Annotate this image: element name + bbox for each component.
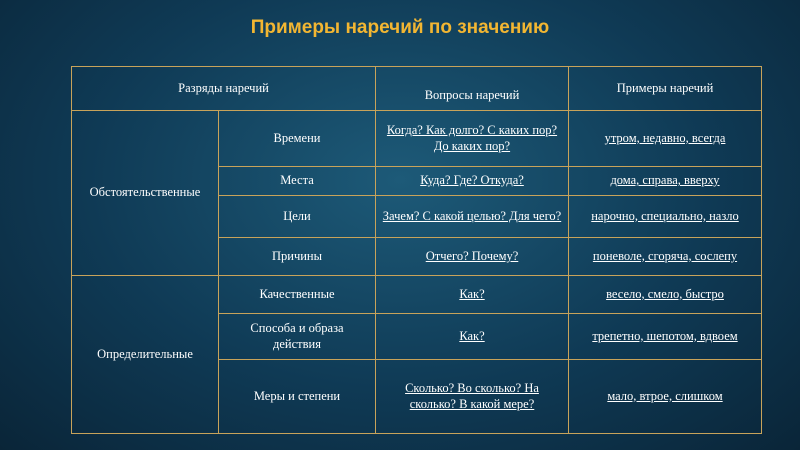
adverb-type: Качественные <box>219 276 376 314</box>
adverb-questions: Зачем? С какой целью? Для чего? <box>376 196 569 238</box>
adverb-type: Меры и степени <box>219 360 376 434</box>
adverbs-table <box>71 66 762 434</box>
adverb-examples: трепетно, шепотом, вдвоем <box>569 314 762 360</box>
adverb-examples: нарочно, специально, назло <box>569 196 762 238</box>
adverb-questions: Сколько? Во сколько? На сколько? В какой мере? <box>376 360 569 434</box>
table-header-row <box>72 67 762 111</box>
adverb-examples: весело, смело, быстро <box>569 276 762 314</box>
header-examples: Примеры наречий <box>569 67 762 111</box>
adverb-examples: дома, справа, вверху <box>569 167 762 196</box>
adverb-questions: Куда? Где? Откуда? <box>376 167 569 196</box>
adverb-type: Цели <box>219 196 376 238</box>
adverb-questions: Как? <box>376 276 569 314</box>
page-title: Примеры наречий по значению <box>250 17 550 38</box>
table-row <box>72 276 762 314</box>
adverb-examples: утром, недавно, всегда <box>569 111 762 167</box>
adverb-type: Причины <box>219 238 376 276</box>
adverb-examples: мало, втрое, слишком <box>569 360 762 434</box>
header-questions: Вопросы наречий <box>376 67 569 111</box>
adverb-questions: Когда? Как долго? С каких пор? До каких пор? <box>376 111 569 167</box>
adverb-type: Способа и образа действия <box>219 314 376 360</box>
adverb-examples: поневоле, сгоряча, сослепу <box>569 238 762 276</box>
adverb-questions: Как? <box>376 314 569 360</box>
adverb-type: Времени <box>219 111 376 167</box>
adverb-type: Места <box>219 167 376 196</box>
adverb-questions: Отчего? Почему? <box>376 238 569 276</box>
header-categories: Разряды наречий <box>72 67 376 111</box>
group-label: Определительные <box>72 276 219 434</box>
group-label: Обстоятельственные <box>72 111 219 276</box>
table-row <box>72 111 762 167</box>
